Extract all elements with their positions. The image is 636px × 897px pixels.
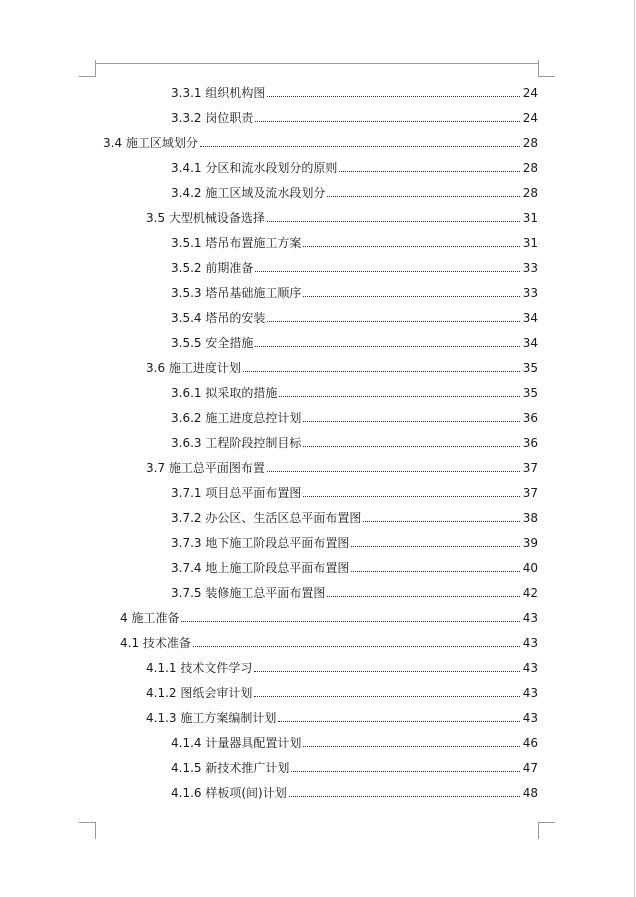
toc-entry-title: 3.7.2 办公区、生活区总平面布置图 xyxy=(171,511,362,525)
toc-entry[interactable] xyxy=(171,305,538,325)
toc-entry-page-number: 28 xyxy=(522,186,538,200)
crop-mark-bottom-left xyxy=(79,822,96,839)
toc-entry-title: 4 施工准备 xyxy=(120,611,180,625)
toc-entry-page-number: 43 xyxy=(522,661,538,675)
toc-entry[interactable] xyxy=(171,230,538,250)
toc-leader-dots xyxy=(254,696,520,697)
toc-leader-dots xyxy=(327,596,520,597)
toc-leader-dots xyxy=(303,421,520,422)
toc-entry-page-number: 28 xyxy=(522,161,538,175)
toc-entry-title: 4.1.4 计量器具配置计划 xyxy=(171,736,302,750)
toc-entry-page-number: 46 xyxy=(522,736,538,750)
crop-mark-top-left xyxy=(79,60,96,77)
toc-entry-page-number: 35 xyxy=(522,361,538,375)
toc-leader-dots xyxy=(200,146,520,147)
toc-entry-page-number: 36 xyxy=(522,436,538,450)
toc-entry[interactable] xyxy=(171,380,538,400)
toc-entry-page-number: 31 xyxy=(522,236,538,250)
toc-leader-dots xyxy=(279,396,520,397)
toc-entry-page-number: 33 xyxy=(522,286,538,300)
toc-entry-page-number: 38 xyxy=(522,511,538,525)
toc-leader-dots xyxy=(278,721,520,722)
toc-leader-dots xyxy=(303,246,520,247)
toc-entry-page-number: 43 xyxy=(522,686,538,700)
toc-entry-title: 3.6.2 施工进度总控计划 xyxy=(171,411,302,425)
toc-entry[interactable] xyxy=(171,80,538,100)
toc-entry-page-number: 43 xyxy=(522,636,538,650)
toc-entry[interactable] xyxy=(146,680,538,700)
toc-leader-dots xyxy=(303,496,520,497)
toc-entry-title: 3.7 施工总平面图布置 xyxy=(146,461,265,475)
toc-leader-dots xyxy=(351,571,520,572)
toc-leader-dots xyxy=(181,621,520,622)
toc-entry[interactable] xyxy=(171,330,538,350)
toc-entry-page-number: 31 xyxy=(522,211,538,225)
toc-entry[interactable] xyxy=(171,530,538,550)
toc-entry[interactable] xyxy=(171,405,538,425)
toc-leader-dots xyxy=(267,96,520,97)
toc-entry-page-number: 40 xyxy=(522,561,538,575)
toc-leader-dots xyxy=(303,446,520,447)
toc-leader-dots xyxy=(289,796,520,797)
toc-entry-page-number: 24 xyxy=(522,111,538,125)
toc-leader-dots xyxy=(255,121,520,122)
toc-entry-title: 3.5.5 安全措施 xyxy=(171,336,254,350)
toc-leader-dots xyxy=(255,346,520,347)
toc-entry-title: 3.5.4 塔吊的安装 xyxy=(171,311,266,325)
toc-entry[interactable] xyxy=(146,455,538,475)
toc-entry[interactable] xyxy=(171,755,538,775)
toc-entry-page-number: 33 xyxy=(522,261,538,275)
toc-entry[interactable] xyxy=(171,280,538,300)
toc-entry-page-number: 35 xyxy=(522,386,538,400)
toc-entry[interactable] xyxy=(146,705,538,725)
toc-entry-title: 4.1.3 施工方案编制计划 xyxy=(146,711,277,725)
toc-entry[interactable] xyxy=(120,630,538,650)
crop-mark-top-right xyxy=(538,60,555,77)
toc-entry-title: 4.1.2 图纸会审计划 xyxy=(146,686,253,700)
toc-entry-title: 3.5.2 前期准备 xyxy=(171,261,254,275)
toc-entry-title: 3.7.1 项目总平面布置图 xyxy=(171,486,302,500)
toc-entry-title: 3.7.3 地下施工阶段总平面布置图 xyxy=(171,536,350,550)
toc-leader-dots xyxy=(303,296,520,297)
page-edge xyxy=(634,0,635,897)
toc-entry[interactable] xyxy=(171,580,538,600)
toc-entry-page-number: 39 xyxy=(522,536,538,550)
toc-entry[interactable] xyxy=(146,655,538,675)
toc-entry-page-number: 48 xyxy=(522,786,538,800)
toc-leader-dots xyxy=(339,171,520,172)
toc-entry-title: 3.4.2 施工区域及流水段划分 xyxy=(171,186,326,200)
toc-entry-title: 3.7.5 装修施工总平面布置图 xyxy=(171,586,326,600)
toc-entry[interactable] xyxy=(171,180,538,200)
toc-entry-title: 3.5.3 塔吊基础施工顺序 xyxy=(171,286,302,300)
toc-entry-page-number: 43 xyxy=(522,611,538,625)
toc-leader-dots xyxy=(303,746,520,747)
toc-entry-page-number: 37 xyxy=(522,461,538,475)
toc-entry[interactable] xyxy=(171,730,538,750)
toc-entry-title: 3.4.1 分区和流水段划分的原则 xyxy=(171,161,338,175)
toc-leader-dots xyxy=(363,521,520,522)
toc-leader-dots xyxy=(267,321,520,322)
toc-entry-page-number: 36 xyxy=(522,411,538,425)
toc-leader-dots xyxy=(291,771,520,772)
header-rule xyxy=(95,63,538,64)
toc-entry-page-number: 43 xyxy=(522,711,538,725)
toc-entry-title: 4.1 技术准备 xyxy=(120,636,191,650)
toc-entry-page-number: 34 xyxy=(522,336,538,350)
toc-entry[interactable] xyxy=(171,155,538,175)
toc-entry-page-number: 47 xyxy=(522,761,538,775)
toc-leader-dots xyxy=(267,221,520,222)
toc-entry-title: 3.5 大型机械设备选择 xyxy=(146,211,265,225)
toc-entry[interactable] xyxy=(171,780,538,800)
toc-entry[interactable] xyxy=(171,505,538,525)
toc-entry-title: 4.1.5 新技术推广计划 xyxy=(171,761,290,775)
toc-entry[interactable] xyxy=(171,555,538,575)
toc-entry-title: 3.5.1 塔吊布置施工方案 xyxy=(171,236,302,250)
toc-entry-title: 3.4 施工区域划分 xyxy=(103,136,198,150)
toc-leader-dots xyxy=(193,646,520,647)
toc-entry-title: 3.3.1 组织机构图 xyxy=(171,86,266,100)
toc-leader-dots xyxy=(254,671,520,672)
toc-entry-page-number: 42 xyxy=(522,586,538,600)
toc-entry-page-number: 34 xyxy=(522,311,538,325)
toc-entry[interactable] xyxy=(120,605,538,625)
toc-leader-dots xyxy=(351,546,520,547)
toc-entry-title: 3.6.1 拟采取的措施 xyxy=(171,386,278,400)
toc-entry[interactable] xyxy=(171,430,538,450)
toc-entry-title: 3.6 施工进度计划 xyxy=(146,361,241,375)
toc-leader-dots xyxy=(255,271,520,272)
toc-entry-page-number: 28 xyxy=(522,136,538,150)
toc-leader-dots xyxy=(267,471,520,472)
toc-entry-page-number: 24 xyxy=(522,86,538,100)
toc-entry-title: 4.1.6 样板项(间)计划 xyxy=(171,786,287,800)
crop-mark-bottom-right xyxy=(538,822,555,839)
toc-entry[interactable] xyxy=(103,130,538,150)
toc-entry[interactable] xyxy=(146,355,538,375)
toc-entry[interactable] xyxy=(171,105,538,125)
toc-entry-title: 3.6.3 工程阶段控制目标 xyxy=(171,436,302,450)
toc-leader-dots xyxy=(327,196,520,197)
toc-entry[interactable] xyxy=(171,255,538,275)
toc-entry-title: 3.7.4 地上施工阶段总平面布置图 xyxy=(171,561,350,575)
toc-entry-page-number: 37 xyxy=(522,486,538,500)
toc-entry[interactable] xyxy=(171,480,538,500)
toc-entry-title: 4.1.1 技术文件学习 xyxy=(146,661,253,675)
toc-entry-title: 3.3.2 岗位职责 xyxy=(171,111,254,125)
toc-entry[interactable] xyxy=(146,205,538,225)
toc-leader-dots xyxy=(243,371,520,372)
